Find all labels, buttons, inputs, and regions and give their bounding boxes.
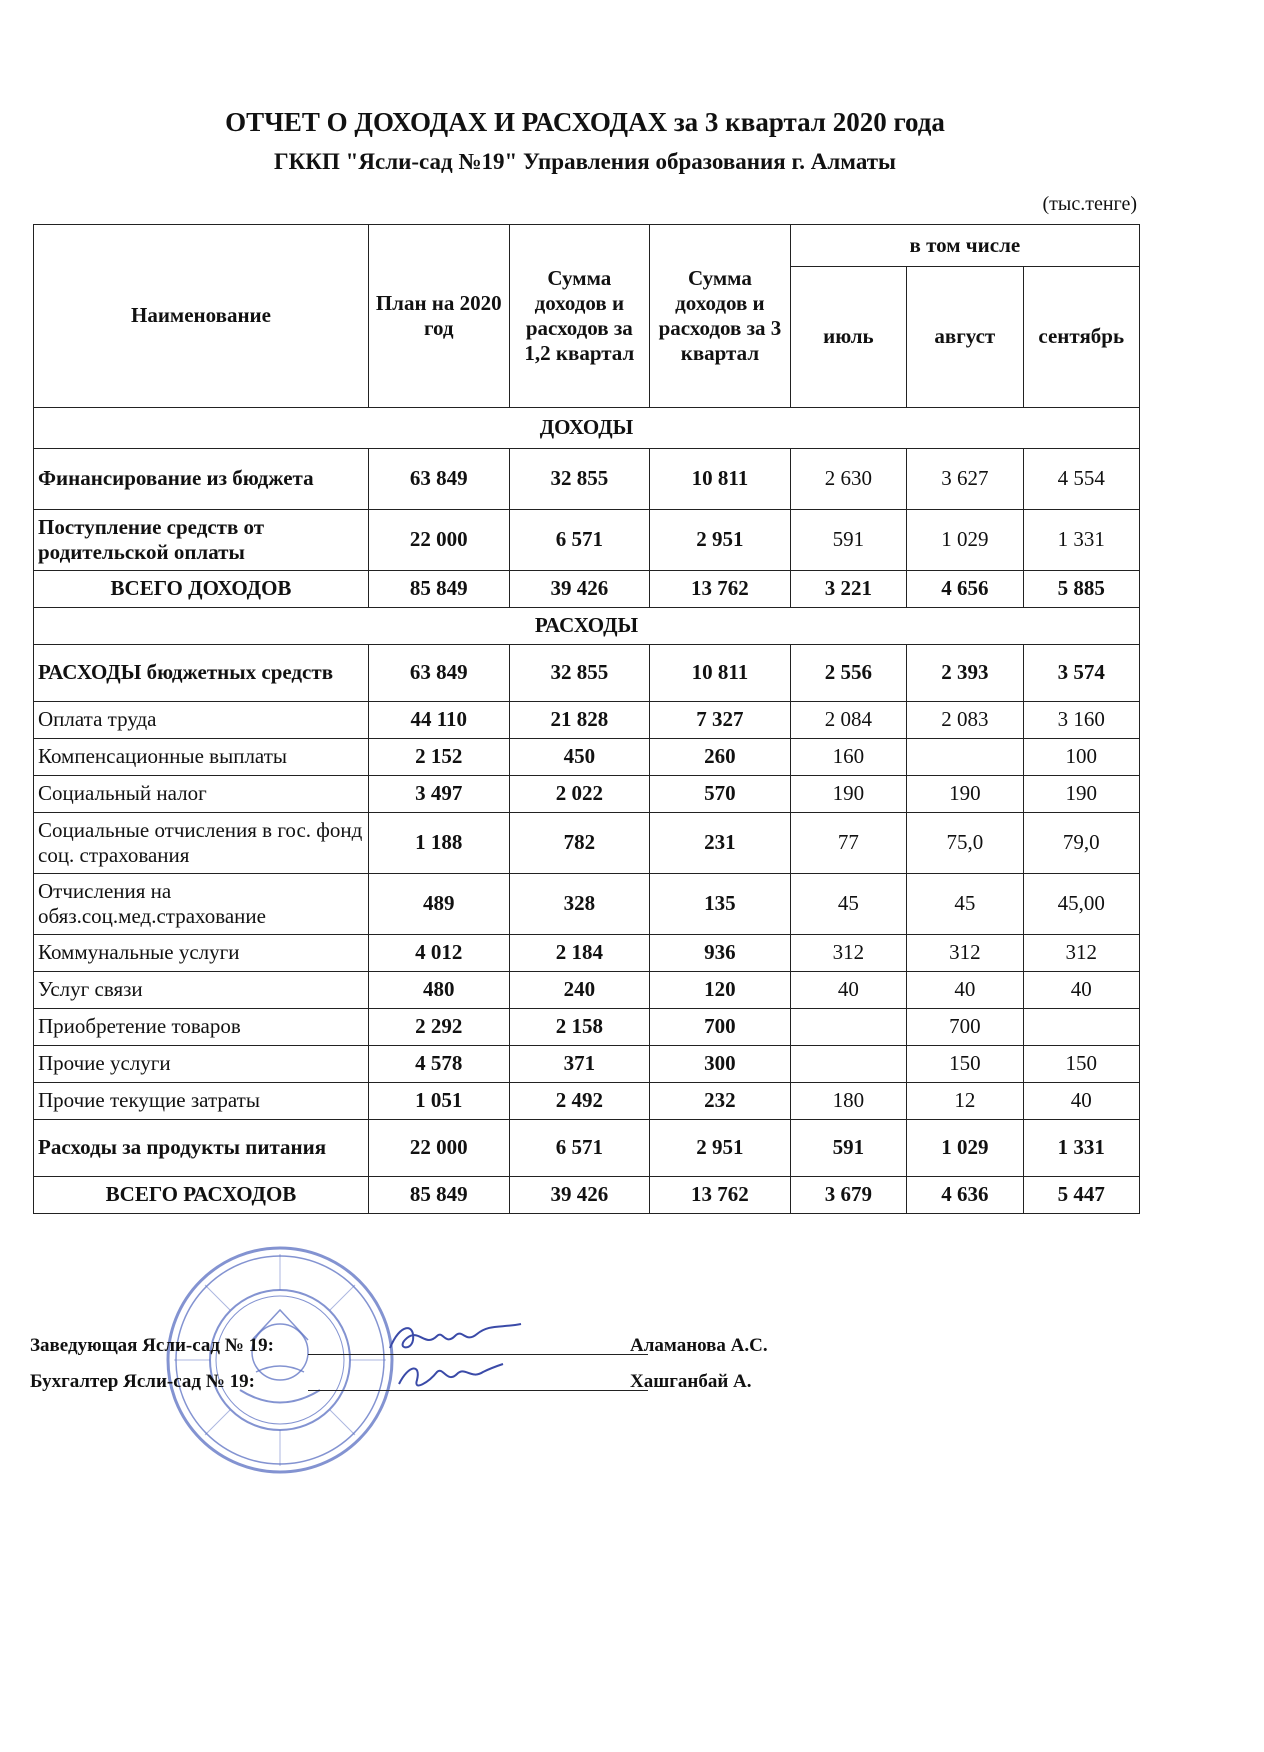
total-row-income — [34, 571, 1140, 608]
cell-plan: 2 292 — [368, 1009, 509, 1046]
cell-july: 2 556 — [790, 645, 906, 702]
row-name: Компенсационные выплаты — [34, 739, 369, 776]
row-name: Прочие текущие затраты — [34, 1083, 369, 1120]
cell-plan: 2 152 — [368, 739, 509, 776]
total-row-expense — [34, 1177, 1140, 1214]
row-name: Социальные отчисления в гос. фонд соц. страхования — [34, 813, 369, 874]
cell-sum12: 32 855 — [509, 449, 650, 510]
cell-sum3: 232 — [650, 1083, 791, 1120]
table-row — [34, 702, 1140, 739]
cell-sum3: 13 762 — [650, 571, 791, 608]
row-name: ВСЕГО РАСХОДОВ — [34, 1177, 369, 1214]
cell-august: 3 627 — [907, 449, 1023, 510]
table-row — [34, 1009, 1140, 1046]
cell-sum3: 10 811 — [650, 449, 791, 510]
cell-plan: 4 578 — [368, 1046, 509, 1083]
report-title: ОТЧЕТ О ДОХОДАХ И РАСХОДАХ за 3 квартал 2020 года — [225, 107, 945, 137]
cell-july — [790, 1009, 906, 1046]
col-header-plan: План на 2020 год — [368, 225, 509, 408]
cell-september: 190 — [1023, 776, 1139, 813]
cell-sum3: 13 762 — [650, 1177, 791, 1214]
cell-sum12: 328 — [509, 874, 650, 935]
cell-sum12: 2 492 — [509, 1083, 650, 1120]
table-row — [34, 645, 1140, 702]
cell-sum3: 936 — [650, 935, 791, 972]
cell-plan: 1 051 — [368, 1083, 509, 1120]
cell-september: 3 160 — [1023, 702, 1139, 739]
col-header-name: Наименование — [34, 225, 369, 408]
table-row — [34, 935, 1140, 972]
cell-sum3: 135 — [650, 874, 791, 935]
cell-august: 1 029 — [907, 1120, 1023, 1177]
report-subtitle: ГККП "Ясли-сад №19" Управления образования г. Алматы — [274, 149, 896, 174]
cell-september: 45,00 — [1023, 874, 1139, 935]
cell-sum3: 570 — [650, 776, 791, 813]
cell-sum12: 21 828 — [509, 702, 650, 739]
table-row — [34, 813, 1140, 874]
cell-august: 4 656 — [907, 571, 1023, 608]
cell-september: 1 331 — [1023, 510, 1139, 571]
cell-plan: 85 849 — [368, 571, 509, 608]
cell-july: 190 — [790, 776, 906, 813]
cell-plan: 22 000 — [368, 1120, 509, 1177]
cell-sum12: 2 184 — [509, 935, 650, 972]
cell-sum12: 32 855 — [509, 645, 650, 702]
cell-august: 4 636 — [907, 1177, 1023, 1214]
cell-sum12: 39 426 — [509, 1177, 650, 1214]
cell-july: 180 — [790, 1083, 906, 1120]
col-header-sum3: Сумма доходов и расходов за 3 квартал — [650, 225, 791, 408]
cell-sum3: 10 811 — [650, 645, 791, 702]
cell-july: 591 — [790, 510, 906, 571]
cell-september — [1023, 1009, 1139, 1046]
cell-plan: 4 012 — [368, 935, 509, 972]
col-header-september: сентябрь — [1023, 266, 1139, 407]
cell-sum12: 450 — [509, 739, 650, 776]
row-name: Прочие услуги — [34, 1046, 369, 1083]
table-row — [34, 776, 1140, 813]
cell-august: 312 — [907, 935, 1023, 972]
col-header-sum12: Сумма доходов и расходов за 1,2 квартал — [509, 225, 650, 408]
section-expense: РАСХОДЫ — [34, 608, 1140, 645]
row-name: Приобретение товаров — [34, 1009, 369, 1046]
cell-july: 40 — [790, 972, 906, 1009]
accountant-label: Бухгалтер Ясли-сад № 19: — [30, 1371, 255, 1392]
cell-september: 312 — [1023, 935, 1139, 972]
cell-august: 2 083 — [907, 702, 1023, 739]
cell-sum12: 2 158 — [509, 1009, 650, 1046]
cell-august: 1 029 — [907, 510, 1023, 571]
cell-august: 40 — [907, 972, 1023, 1009]
table-row — [34, 972, 1140, 1009]
cell-july: 2 084 — [790, 702, 906, 739]
cell-august: 2 393 — [907, 645, 1023, 702]
table-row — [34, 739, 1140, 776]
table-row — [34, 874, 1140, 935]
table-row — [34, 1046, 1140, 1083]
cell-plan: 85 849 — [368, 1177, 509, 1214]
cell-sum12: 39 426 — [509, 571, 650, 608]
cell-july: 3 221 — [790, 571, 906, 608]
cell-september: 1 331 — [1023, 1120, 1139, 1177]
cell-plan: 3 497 — [368, 776, 509, 813]
head-label: Заведующая Ясли-сад № 19: — [30, 1335, 274, 1356]
col-header-august: август — [907, 266, 1023, 407]
cell-plan: 44 110 — [368, 702, 509, 739]
cell-september: 3 574 — [1023, 645, 1139, 702]
cell-september: 5 447 — [1023, 1177, 1139, 1214]
cell-september: 40 — [1023, 1083, 1139, 1120]
cell-august — [907, 739, 1023, 776]
cell-august: 45 — [907, 874, 1023, 935]
cell-sum3: 7 327 — [650, 702, 791, 739]
cell-sum3: 231 — [650, 813, 791, 874]
cell-september: 5 885 — [1023, 571, 1139, 608]
accountant-name: Хашганбай А. — [630, 1371, 752, 1392]
row-name: Отчисления на обяз.соц.мед.страхование — [34, 874, 369, 935]
cell-august: 700 — [907, 1009, 1023, 1046]
row-name: Поступление средств от родительской оплаты — [34, 510, 369, 571]
table-row — [34, 449, 1140, 510]
table-row — [34, 1120, 1140, 1177]
cell-sum3: 260 — [650, 739, 791, 776]
row-name: ВСЕГО ДОХОДОВ — [34, 571, 369, 608]
cell-july: 591 — [790, 1120, 906, 1177]
cell-july: 160 — [790, 739, 906, 776]
cell-plan: 1 188 — [368, 813, 509, 874]
cell-september: 100 — [1023, 739, 1139, 776]
report-table — [33, 224, 1140, 1214]
cell-sum3: 300 — [650, 1046, 791, 1083]
cell-sum3: 2 951 — [650, 1120, 791, 1177]
cell-august: 75,0 — [907, 813, 1023, 874]
row-name: Коммунальные услуги — [34, 935, 369, 972]
cell-august: 12 — [907, 1083, 1023, 1120]
cell-sum3: 700 — [650, 1009, 791, 1046]
cell-sum12: 6 571 — [509, 1120, 650, 1177]
cell-july — [790, 1046, 906, 1083]
col-header-july: июль — [790, 266, 906, 407]
row-name: Оплата труда — [34, 702, 369, 739]
handwritten-signature-head-icon — [385, 1318, 525, 1358]
table-row — [34, 510, 1140, 571]
cell-plan: 489 — [368, 874, 509, 935]
head-name: Аламанова А.С. — [630, 1335, 768, 1356]
cell-july: 3 679 — [790, 1177, 906, 1214]
row-name: Услуг связи — [34, 972, 369, 1009]
cell-august: 150 — [907, 1046, 1023, 1083]
row-name: Расходы за продукты питания — [34, 1120, 369, 1177]
cell-sum12: 6 571 — [509, 510, 650, 571]
cell-august: 190 — [907, 776, 1023, 813]
cell-september: 40 — [1023, 972, 1139, 1009]
handwritten-signature-accountant-icon — [395, 1358, 505, 1394]
cell-sum3: 120 — [650, 972, 791, 1009]
cell-july: 312 — [790, 935, 906, 972]
cell-plan: 63 849 — [368, 645, 509, 702]
cell-sum12: 2 022 — [509, 776, 650, 813]
units-label: (тыс.тенге) — [1042, 193, 1137, 215]
cell-plan: 63 849 — [368, 449, 509, 510]
cell-sum12: 782 — [509, 813, 650, 874]
cell-plan: 22 000 — [368, 510, 509, 571]
row-name: Финансирование из бюджета — [34, 449, 369, 510]
cell-july: 2 630 — [790, 449, 906, 510]
cell-sum12: 240 — [509, 972, 650, 1009]
cell-july: 45 — [790, 874, 906, 935]
cell-july: 77 — [790, 813, 906, 874]
cell-sum3: 2 951 — [650, 510, 791, 571]
cell-plan: 480 — [368, 972, 509, 1009]
row-name: РАСХОДЫ бюджетных средств — [34, 645, 369, 702]
col-header-including: в том числе — [790, 225, 1139, 267]
cell-sum12: 371 — [509, 1046, 650, 1083]
cell-september: 150 — [1023, 1046, 1139, 1083]
cell-september: 79,0 — [1023, 813, 1139, 874]
table-row — [34, 1083, 1140, 1120]
cell-september: 4 554 — [1023, 449, 1139, 510]
row-name: Социальный налог — [34, 776, 369, 813]
section-income: ДОХОДЫ — [34, 408, 1140, 449]
